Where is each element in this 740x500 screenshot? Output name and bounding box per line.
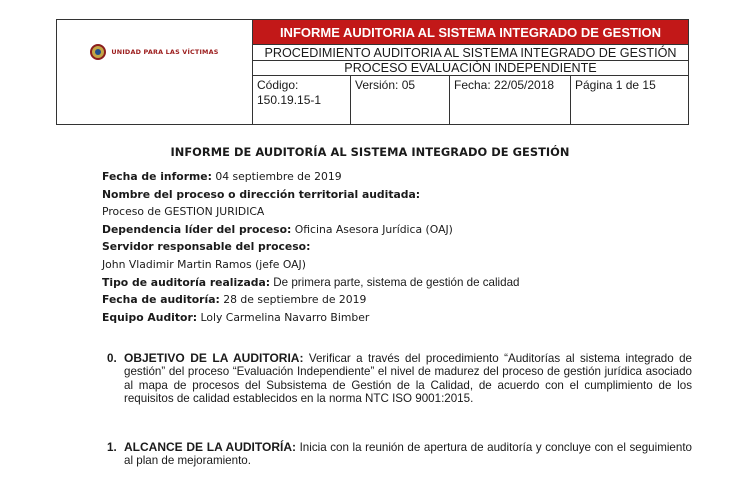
logo-text: UNIDAD PARA LAS VÍCTIMAS <box>111 48 219 56</box>
section-label: ALCANCE DE LA AUDITORÍA: <box>124 440 296 454</box>
process-name-value: Proceso de GESTION JURIDICA <box>102 205 265 219</box>
process-name-row <box>102 186 519 204</box>
audit-type-label: Tipo de auditoría realizada: <box>102 275 271 289</box>
lead-dependency-value: Oficina Asesora Jurídica (OAJ) <box>291 222 453 236</box>
header-version: Versión: 05 <box>351 76 450 124</box>
report-metadata <box>102 168 519 326</box>
audit-team-row <box>102 309 519 327</box>
section-text: Inicia con la reunión de apertura de auditoría y concluye con el seguimiento al plan de mejoramiento. <box>124 441 692 468</box>
audit-date-row <box>102 291 519 309</box>
section-body <box>124 441 692 468</box>
audit-type-value: De primera parte, sistema de gestión de calidad <box>270 275 520 289</box>
audit-team-label: Equipo Auditor: <box>102 310 198 324</box>
header-codes-row <box>253 76 688 124</box>
header-page-number: Página 1 de 15 <box>575 78 656 92</box>
responsible-label: Servidor responsable del proceso: <box>102 240 311 254</box>
section-body <box>124 352 692 406</box>
report-date-label: Fecha de informe: <box>102 170 212 183</box>
section-objective <box>107 352 692 406</box>
coat-of-arms-icon <box>90 44 106 60</box>
header-code: Código: 150.19.15-1 <box>253 76 351 124</box>
lead-dependency-label: Dependencia líder del proceso: <box>102 222 292 236</box>
audit-team-value: Loly Carmelina Navarro Bimber <box>197 310 370 324</box>
section-number: 0. <box>107 352 117 365</box>
process-name-label: Nombre del proceso o dirección territorial auditada: <box>102 187 421 201</box>
section-label: OBJETIVO DE LA AUDITORIA: <box>124 351 304 365</box>
section-text: Verificar a través del procedimiento “Auditorías al sistema integrado de gestión” del proceso “Evaluación Independiente” el nivel de madurez del proceso de gestión jurídica asociado al mapa de procesos del Subsistema de Gestión de la Calidad, de acuerdo con el cumplimiento de los requisitos de calidad establecidos en la norma NTC ISO 9001:2015. <box>124 352 692 406</box>
section-number: 1. <box>107 441 117 454</box>
lead-dependency-row <box>102 221 519 239</box>
header-date: Fecha: 22/05/2018 <box>450 76 571 124</box>
header-info <box>253 20 688 124</box>
report-date-row <box>102 168 519 186</box>
header-title: INFORME AUDITORIA AL SISTEMA INTEGRADO DE GESTION <box>253 20 688 45</box>
responsible-value: John Vladimir Martin Ramos (jefe OAJ) <box>102 257 306 271</box>
document-header-table <box>56 19 689 125</box>
audit-type-row <box>102 274 519 292</box>
audit-date-label: Fecha de auditoría: <box>102 293 220 307</box>
header-procedure: PROCEDIMIENTO AUDITORIA AL SISTEMA INTEGRADO DE GESTIÓN <box>253 45 688 61</box>
header-process: PROCESO EVALUACIÒN INDEPENDIENTE <box>253 61 688 76</box>
section-scope <box>107 441 692 468</box>
responsible-row <box>102 238 519 256</box>
report-date-value: 04 septiembre de 2019 <box>211 170 342 183</box>
logo-cell <box>57 20 253 124</box>
audit-date-value: 28 de septiembre de 2019 <box>219 293 367 307</box>
document-title: INFORME DE AUDITORÍA AL SISTEMA INTEGRADO DE GESTIÓN <box>170 145 570 159</box>
